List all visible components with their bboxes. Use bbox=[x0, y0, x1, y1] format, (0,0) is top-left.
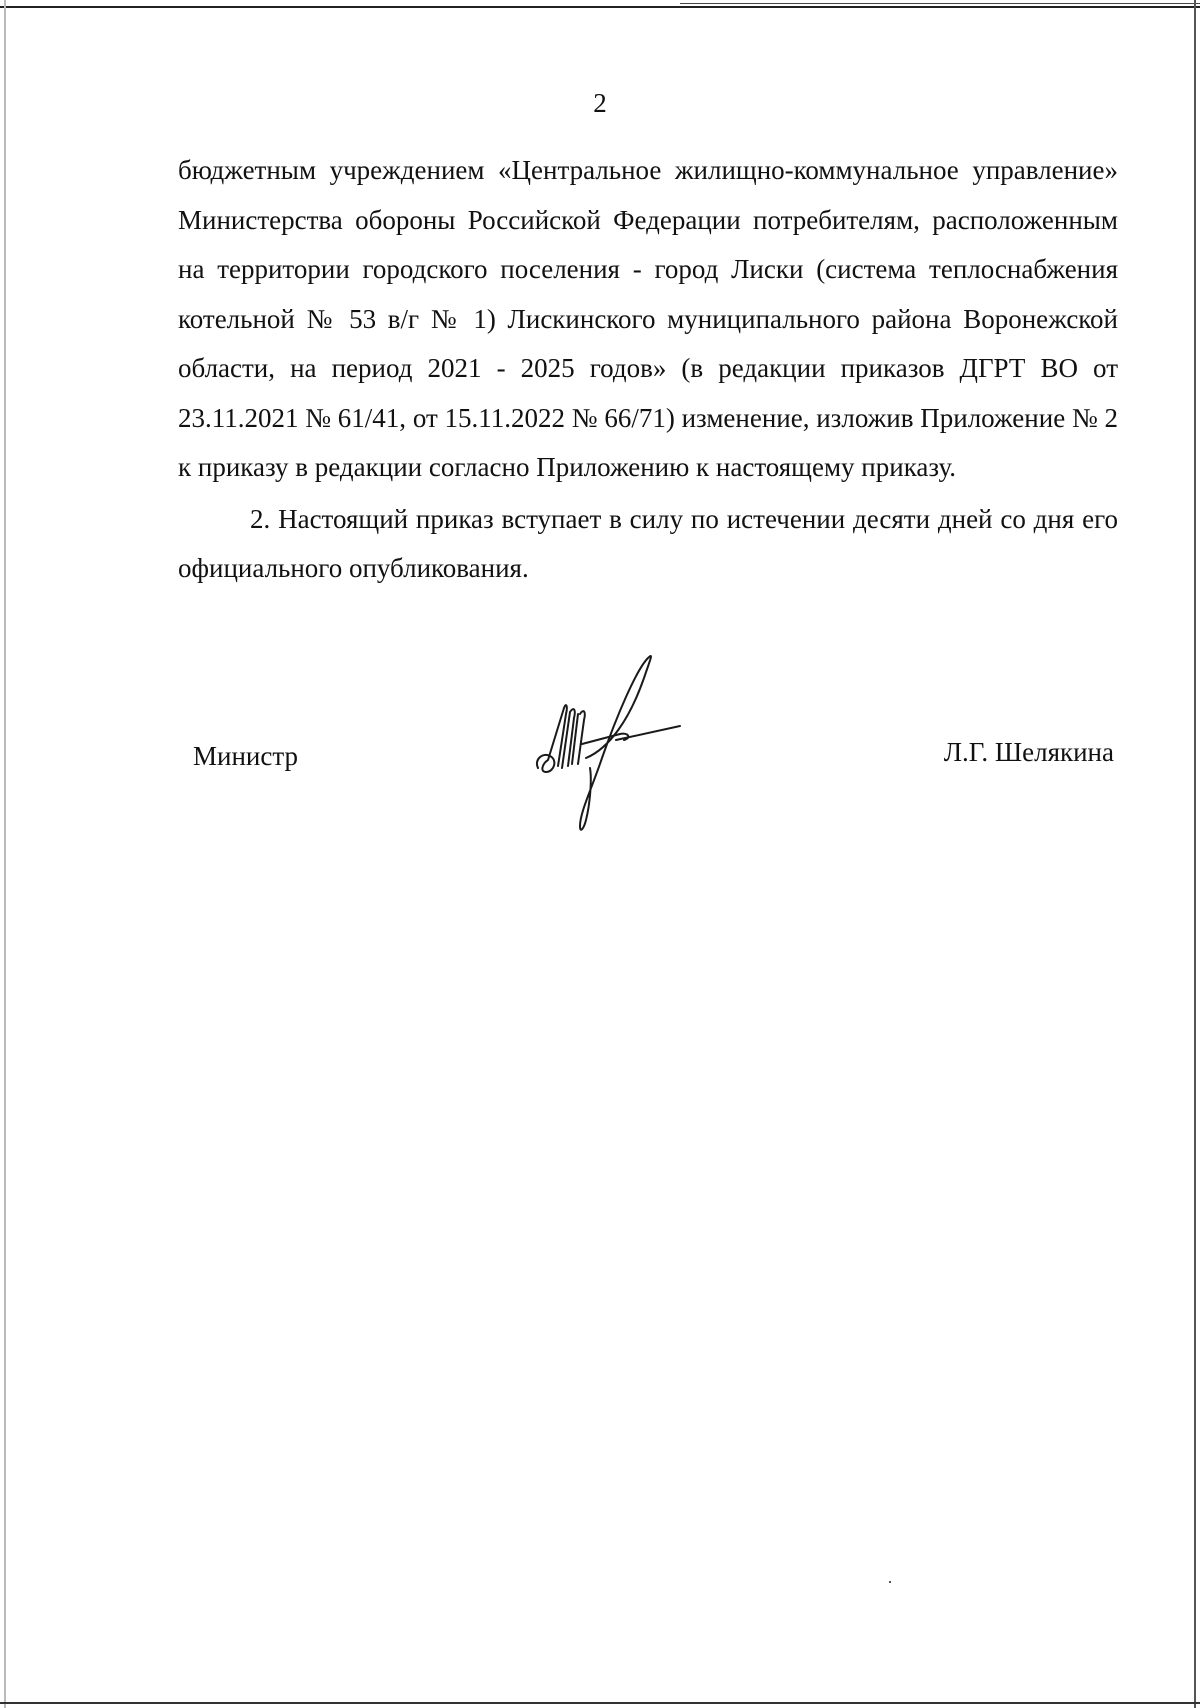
scan-edge-top bbox=[0, 6, 1200, 8]
handwritten-signature bbox=[520, 648, 700, 838]
scan-edge-right bbox=[1194, 0, 1196, 1708]
signatory-name: Л.Г. Шелякина bbox=[943, 737, 1114, 767]
scan-edge-top-thin bbox=[680, 3, 1200, 4]
scan-artifact-dot bbox=[889, 1581, 891, 1583]
paragraph-1: бюджетным учреждением «Центральное жилищно-коммунальное управление» Министерства обороны Российской Федерации потребителям, расположенным на территории городского поселения - город Лиски (система теплоснабжения котельной № 53 в/г № 1) Лискинского муниципального района Воронежской области, на период 2021 - 2025 годов» (в редакции приказов ДГРТ ВО от 23.11.2021 № 61/41, от 15.11.2022 № 66/71) изменение, изложив Приложение № 2 к приказу в редакции согласно Приложению к настоящему приказу. bbox=[178, 155, 1118, 482]
document-body bbox=[178, 146, 1118, 594]
scan-edge-left bbox=[4, 0, 6, 1708]
signatory-role: Министр bbox=[193, 741, 298, 771]
scan-edge-bottom bbox=[0, 1702, 1200, 1704]
page-number: 2 bbox=[593, 88, 607, 118]
paragraph-2: 2. Настоящий приказ вступает в силу по истечении десяти дней со дня его официального опубликования. bbox=[178, 503, 1118, 583]
